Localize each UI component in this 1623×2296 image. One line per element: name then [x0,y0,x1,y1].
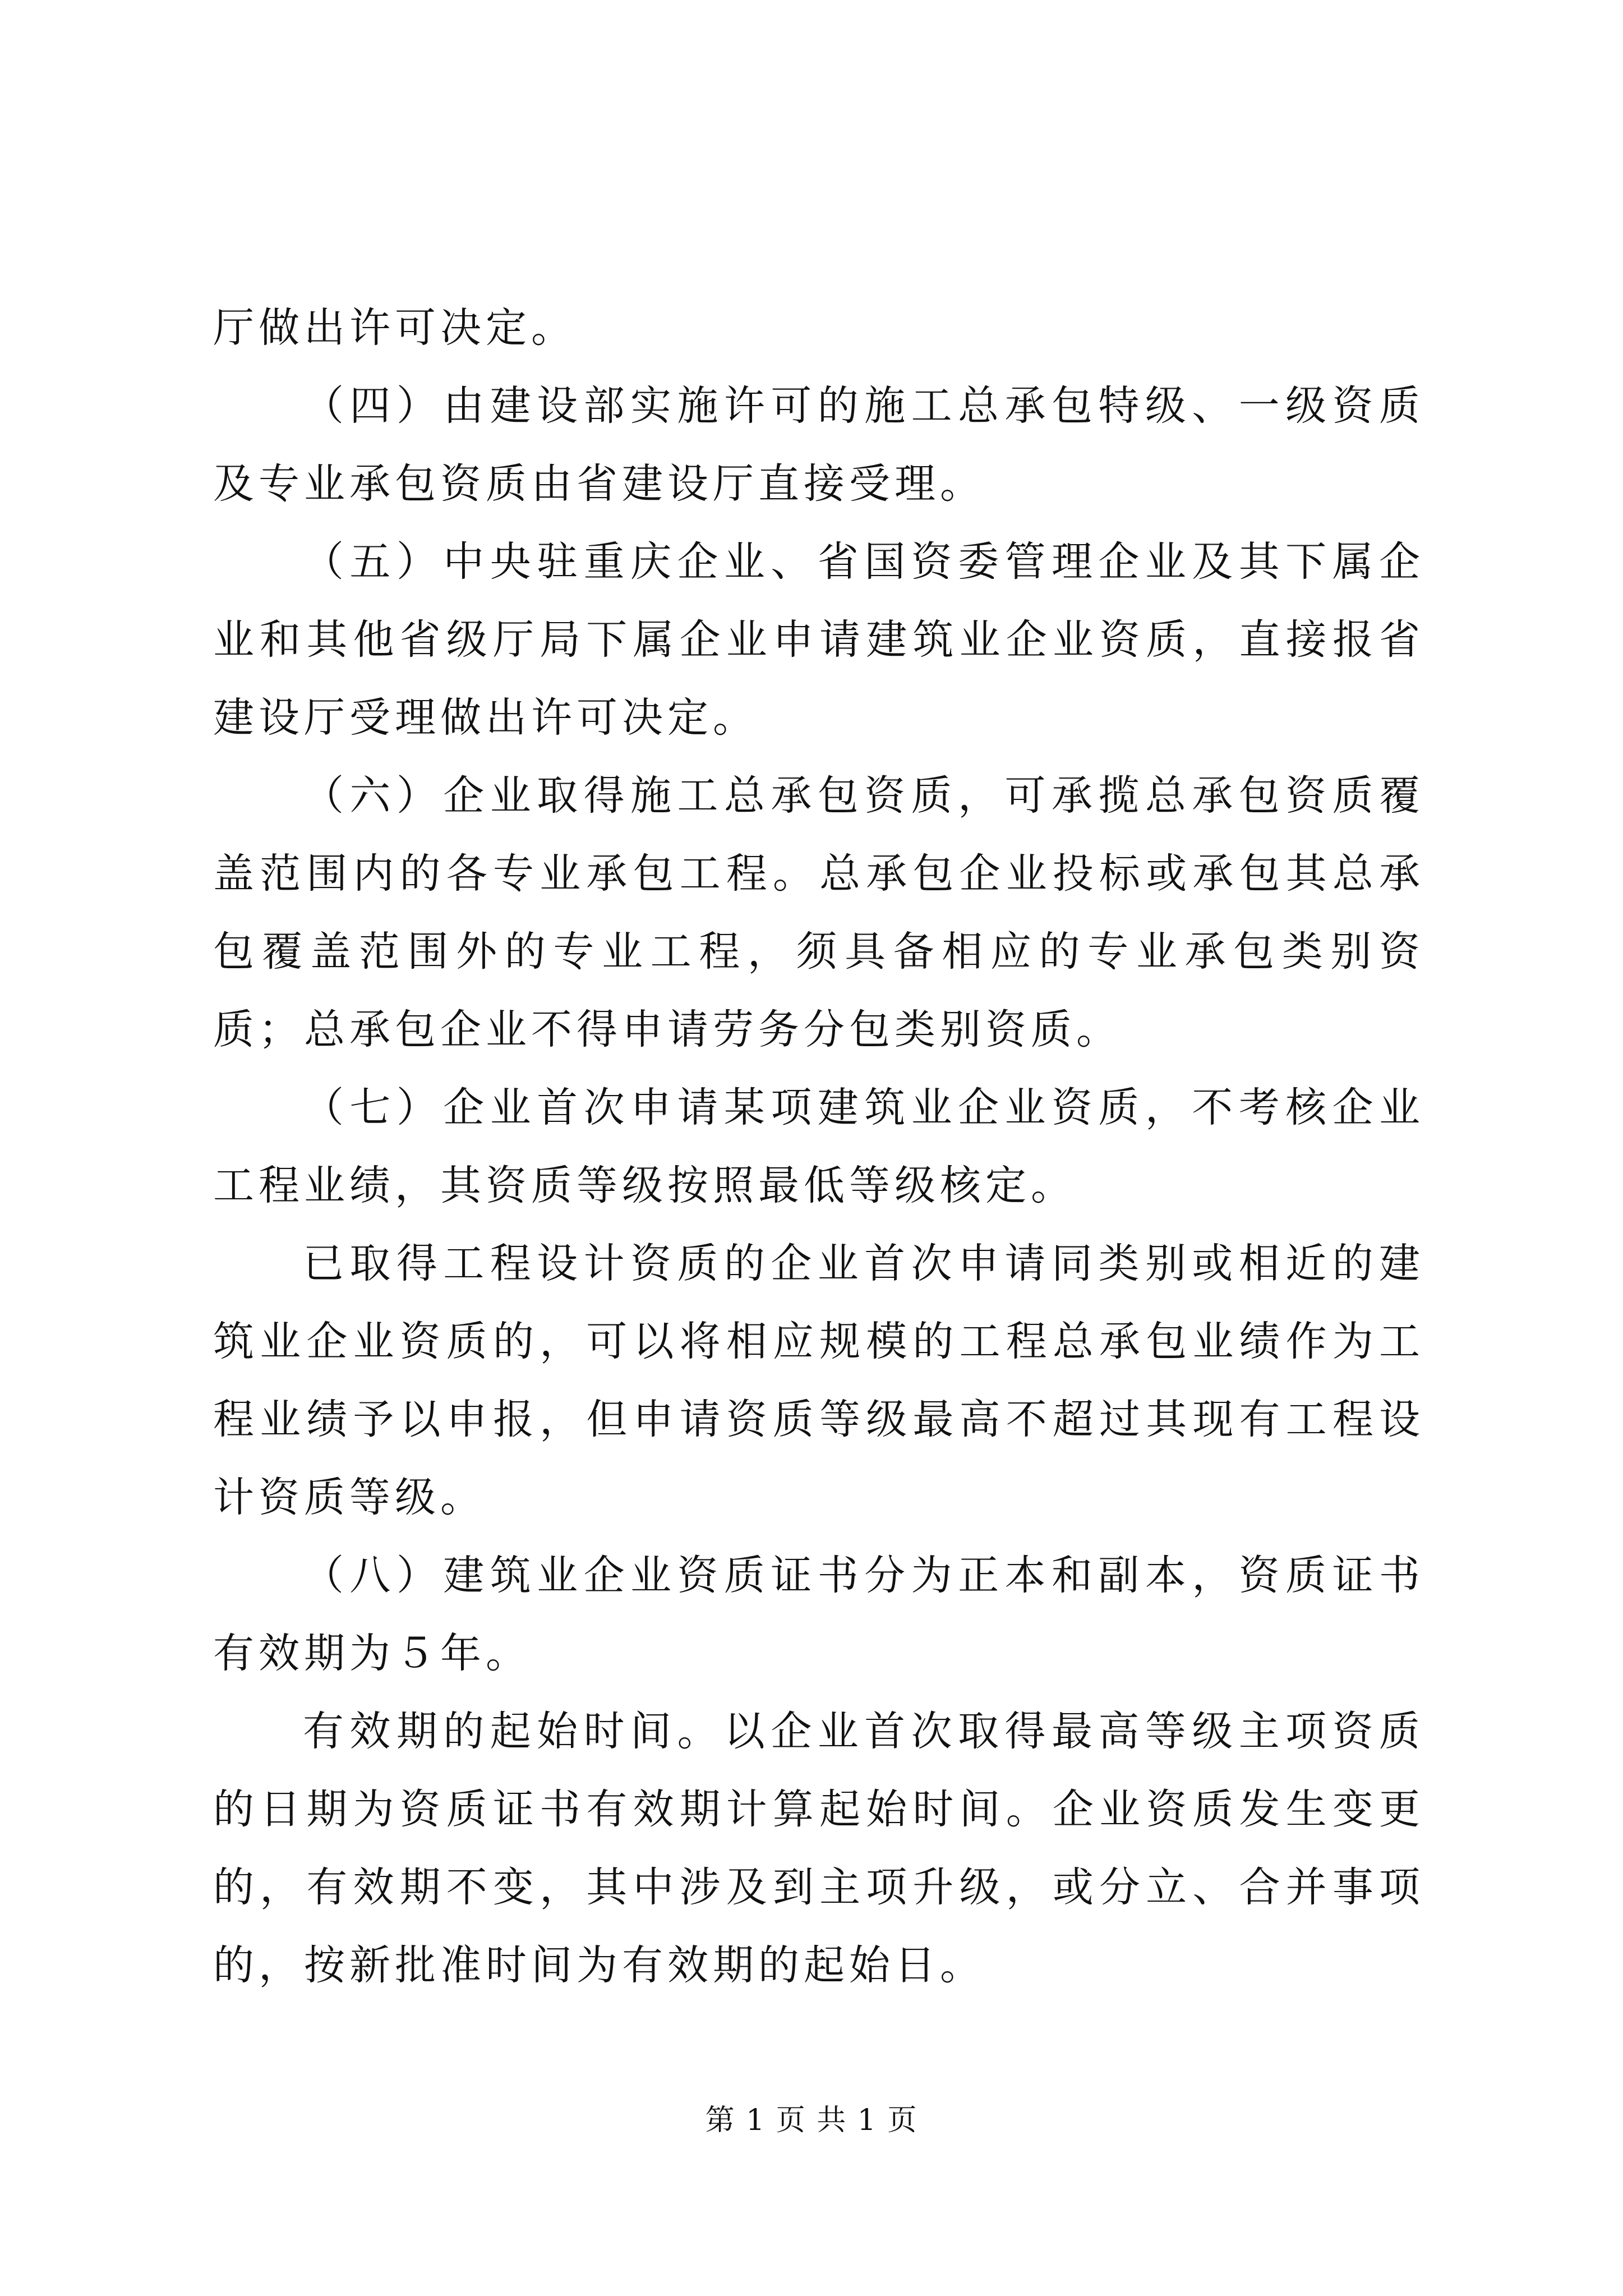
paragraph-item-7: （七）企业首次申请某项建筑业企业资质，不考核企业工程业绩，其资质等级按照最低等级核定。 [213,1084,1424,1209]
paragraph-item-8: （八）建筑业企业资质证书分为正本和副本，资质证书有效期为５年。 [213,1552,1424,1677]
document-body [213,289,1424,2004]
paragraph-continuation: 厅做出许可决定。 [213,304,577,352]
page-footer: 第 1 页 共 1 页 [705,2104,918,2137]
paragraph-item-8-supplement: 有效期的起始时间。以企业首次取得最高等级主项资质的日期为资质证书有效期计算起始时间。企业资质发生变更的，有效期不变，其中涉及到主项升级，或分立、合并事项的，按新批准时间为有效期的起始日。 [213,1708,1424,1989]
paragraph-item-4: （四）由建设部实施许可的施工总承包特级、一级资质及专业承包资质由省建设厅直接受理。 [213,382,1424,508]
paragraph-item-5: （五）中央驻重庆企业、省国资委管理企业及其下属企业和其他省级厅局下属企业申请建筑业企业资质，直接报省建设厅受理做出许可决定。 [213,538,1424,742]
paragraph-item-6: （六）企业取得施工总承包资质，可承揽总承包资质覆盖范围内的各专业承包工程。总承包企业投标或承包其总承包覆盖范围外的专业工程，须具备相应的专业承包类别资质；总承包企业不得申请劳务分包类别资质。 [213,772,1424,1053]
paragraph-item-7-supplement: 已取得工程设计资质的企业首次申请同类别或相近的建筑业企业资质的，可以将相应规模的工程总承包业绩作为工程业绩予以申报，但申请资质等级最高不超过其现有工程设计资质等级。 [213,1240,1424,1521]
